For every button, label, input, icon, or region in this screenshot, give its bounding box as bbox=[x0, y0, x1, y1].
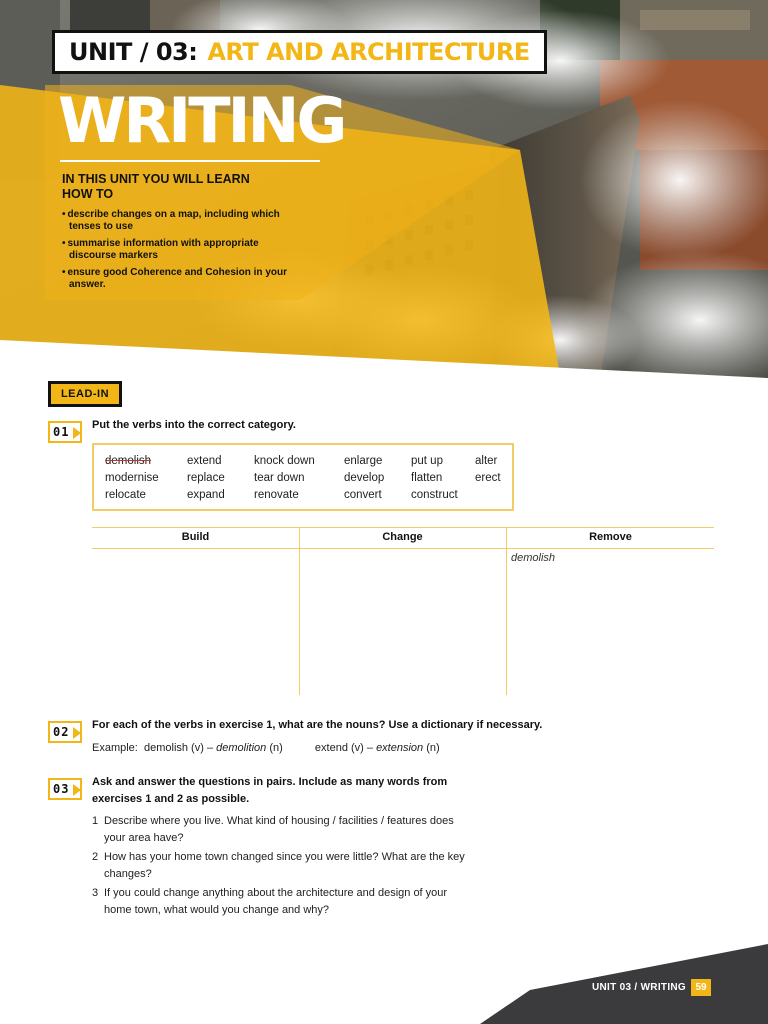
unit-label: UNIT / 03: bbox=[69, 38, 198, 66]
objective-item: • ensure good Coherence and Cohesion in your answer. bbox=[62, 267, 292, 291]
page-number: 59 bbox=[691, 979, 711, 996]
leadin-tag: LEAD-IN bbox=[48, 381, 122, 407]
word-erect: erect bbox=[475, 472, 501, 484]
word-convert: convert bbox=[344, 489, 382, 501]
table-header-rule bbox=[92, 548, 714, 549]
example-1-noun: demolition bbox=[216, 742, 267, 754]
question-number: 1 bbox=[92, 815, 99, 827]
word-flatten: flatten bbox=[411, 472, 443, 484]
footer-band bbox=[0, 938, 768, 1024]
question-item bbox=[92, 813, 472, 847]
exercise-3-instruction-line-2: exercises 1 and 2 as possible. bbox=[92, 793, 250, 805]
exercise-3-instruction-line-1: Ask and answer the questions in pairs. Include as many words from bbox=[92, 776, 448, 788]
example-2-verb: extend (v) – bbox=[314, 742, 373, 754]
example-1-pos: (n) bbox=[269, 742, 283, 754]
learn-heading: IN THIS UNIT YOU WILL LEARN HOW TO bbox=[62, 172, 250, 201]
word-relocate: relocate bbox=[105, 489, 146, 501]
word-develop: develop bbox=[344, 472, 385, 484]
example-label: Example: bbox=[92, 742, 138, 754]
exercise-number-1: 01 bbox=[48, 421, 82, 443]
objective-item: • summarise information with appropriate discourse markers bbox=[62, 238, 292, 262]
table-header-remove: Remove bbox=[589, 531, 632, 543]
question-text: If you could change anything about the architecture and design of your home town, what would you change and why? bbox=[104, 887, 448, 916]
unit-topic: ART AND ARCHITECTURE bbox=[207, 38, 530, 66]
table-column-divider bbox=[299, 527, 300, 695]
word-modernise: modernise bbox=[105, 472, 159, 484]
objectives-list bbox=[62, 209, 292, 296]
question-text: Describe where you live. What kind of housing / facilities / features does your area have? bbox=[104, 815, 454, 844]
question-item bbox=[92, 849, 472, 883]
table-header-change: Change bbox=[382, 531, 423, 543]
example-2-pos: (n) bbox=[426, 742, 440, 754]
question-number: 3 bbox=[92, 887, 99, 899]
word-enlarge: enlarge bbox=[344, 455, 383, 467]
question-list bbox=[92, 813, 472, 921]
table-header-build: Build bbox=[181, 531, 210, 543]
word-tear-down: tear down bbox=[254, 472, 305, 484]
title-divider bbox=[60, 160, 320, 162]
word-box bbox=[92, 443, 514, 511]
exercise-1-instruction: Put the verbs into the correct category. bbox=[92, 419, 296, 431]
question-item bbox=[92, 885, 472, 919]
question-number: 2 bbox=[92, 851, 99, 863]
table-top-rule bbox=[92, 527, 714, 528]
table-cell-remove-example: demolish bbox=[511, 552, 556, 564]
example-2-noun: extension bbox=[376, 742, 424, 754]
exercise-2-example bbox=[92, 742, 440, 754]
question-text: How has your home town changed since you were little? What are the key changes? bbox=[104, 851, 465, 880]
word-construct: construct bbox=[411, 489, 458, 501]
objective-item: • describe changes on a map, including which tenses to use bbox=[62, 209, 292, 233]
table-column-divider bbox=[506, 527, 507, 695]
word-alter: alter bbox=[475, 455, 498, 467]
section-title: WRITING bbox=[58, 84, 345, 157]
word-put-up: put up bbox=[411, 455, 443, 467]
word-expand: expand bbox=[187, 489, 225, 501]
exercise-2-instruction: For each of the verbs in exercise 1, what are the nouns? Use a dictionary if necessary. bbox=[92, 719, 543, 731]
word-renovate: renovate bbox=[254, 489, 299, 501]
word-replace: replace bbox=[187, 472, 225, 484]
footer-label: UNIT 03 / WRITING bbox=[592, 982, 686, 993]
word-demolish: demolish bbox=[105, 455, 152, 467]
unit-title-box bbox=[52, 30, 547, 74]
word-extend: extend bbox=[187, 455, 222, 467]
exercise-number-3: 03 bbox=[48, 778, 82, 800]
word-knock-down: knock down bbox=[254, 455, 315, 467]
category-table bbox=[92, 527, 714, 695]
exercise-number-2: 02 bbox=[48, 721, 82, 743]
example-1-verb: demolish (v) – bbox=[143, 742, 214, 754]
